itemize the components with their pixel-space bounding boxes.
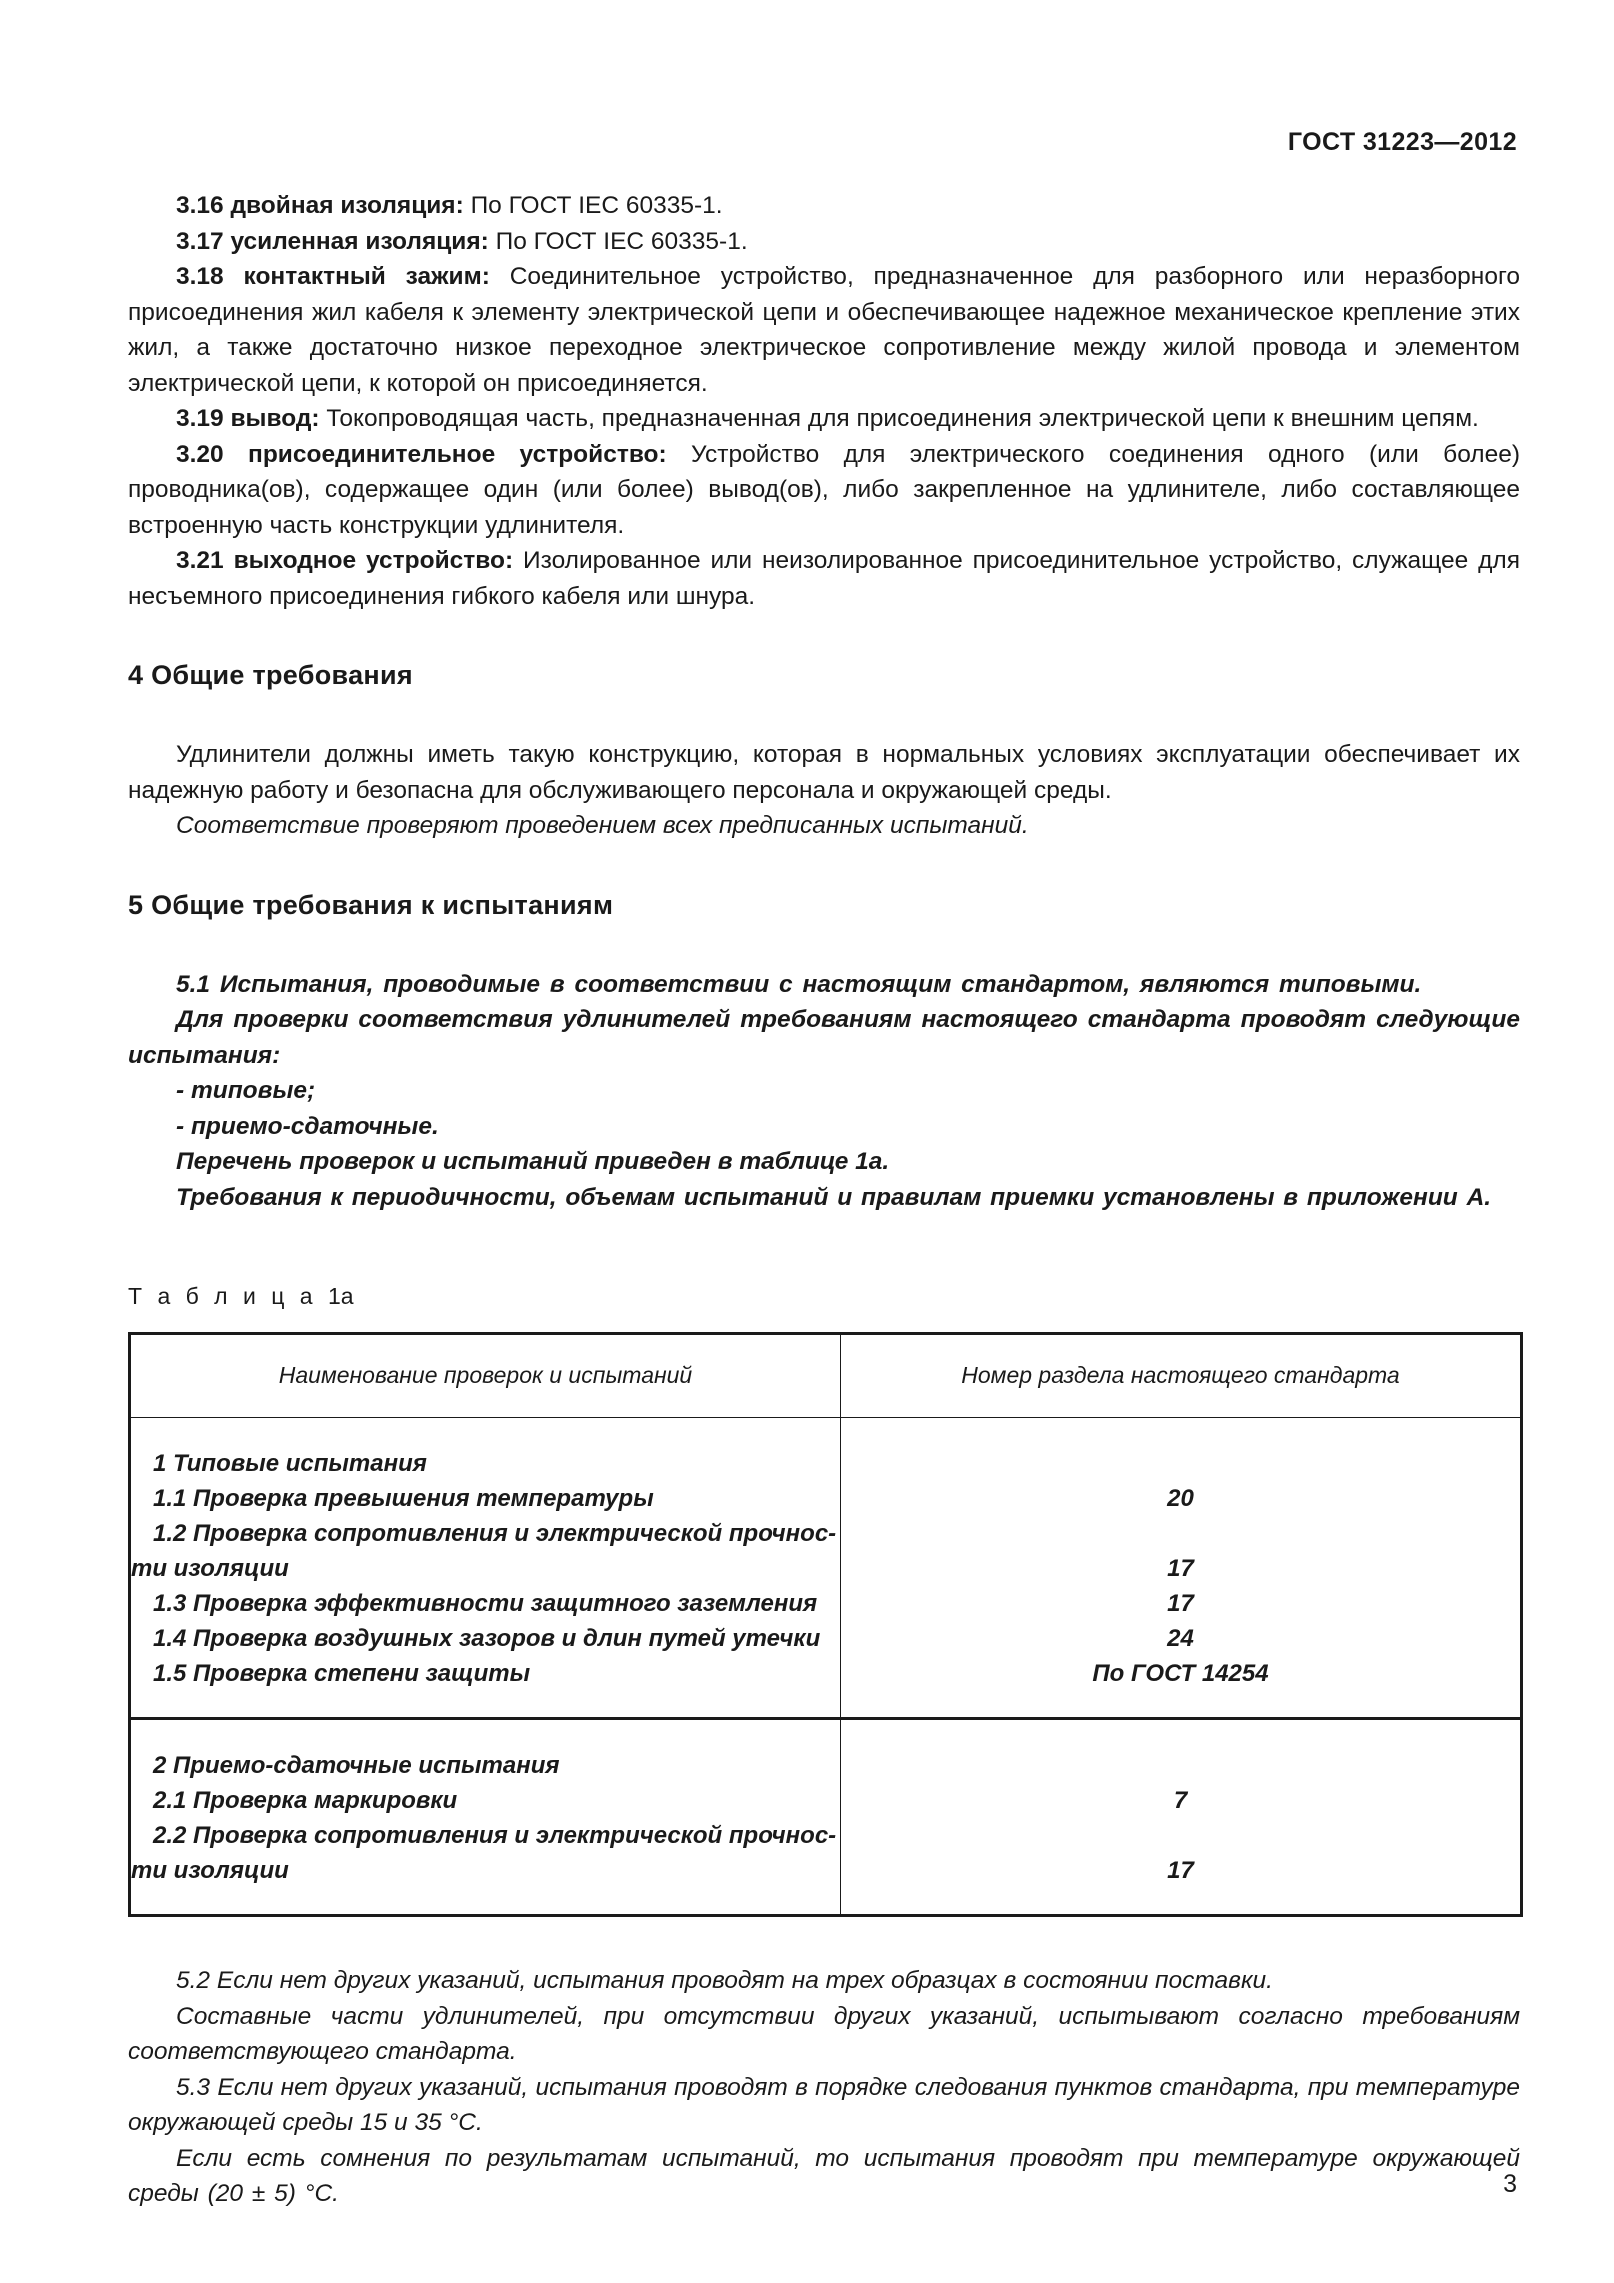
list-item-priemo-sdatochnye: - приемо-сдаточные.	[176, 1112, 439, 1140]
table-cell-line: 2 Приемо-сдаточные испытания	[153, 1752, 560, 1779]
definition-3-18-text: Соединительное устройство, предназначенное для разборного или неразборного присоединения жил кабеля к элементу электрической цепи и обеспечивающее надежное механическое крепление этих жил, а также достаточно низкое переходное электрическое сопротивление между жилой провода и элементом электрической цепи, к которой он присоединяется.	[128, 263, 1520, 397]
clause-5-1: 5.1 Испытания, проводимые в соответствии с настоящим стандартом, являются типовыми.	[176, 970, 1422, 998]
definition-3-21-term: выходное устройство:	[233, 547, 514, 574]
list-item-tipovye: - типовые;	[176, 1077, 316, 1104]
table-cell-line: 1.2 Проверка сопротивления и электрической прочнос-	[153, 1520, 837, 1547]
definition-3-18-term: контактный зажим:	[243, 263, 490, 290]
clause-5-2-continued: Составные части удлинителей, при отсутствии других указаний, испытывают согласно требованиям соответствующего стандарта.	[128, 2002, 1520, 2065]
table-1a	[128, 1332, 1523, 1917]
clause-5-2: 5.2 Если нет других указаний, испытания проводят на трех образцах в состоянии поставки.	[176, 1967, 1273, 1994]
table-cell-line: 1.3 Проверка эффективности защитного заземления	[153, 1590, 818, 1617]
section-4-paragraph: Удлинители должны иметь такую конструкцию, которая в нормальных условиях эксплуатации обеспечивает их надежную работу и безопасна для обслуживающего персонала и окружающей среды.	[128, 741, 1520, 804]
spacer	[128, 921, 1520, 967]
definition-3-17-text: По ГОСТ IEC 60335-1.	[488, 227, 748, 255]
definition-3-19-number: 3.19	[176, 405, 224, 432]
spacer	[128, 691, 1520, 737]
definition-3-20	[128, 437, 1520, 544]
definition-3-19-term: вывод:	[230, 405, 320, 432]
table-cell-line: 1 Типовые испытания	[153, 1450, 427, 1477]
definition-3-19	[128, 401, 1520, 437]
page-content	[128, 188, 1520, 2212]
spacer	[128, 844, 1520, 890]
spacer	[128, 614, 1520, 660]
table-caption-label: Т а б л и ц а	[128, 1283, 318, 1309]
definition-3-20-term: присоединительное устройство:	[248, 440, 667, 468]
table-cell-line: 2.2 Проверка сопротивления и электрической прочнос-	[153, 1822, 837, 1849]
table-row	[130, 1418, 1522, 1719]
spacer	[128, 1215, 1520, 1261]
table-1a-wrapper	[128, 1332, 1520, 1917]
table-group-2-value-lines	[841, 1720, 1520, 1914]
definition-3-21-text: Изолированное или неизолированное присоединительное устройство, служащее для несъемного присоединения гибкого кабеля или шнура.	[128, 547, 1520, 610]
table-group-1-names	[130, 1418, 841, 1719]
section-4-italic-note: Соответствие проверяют проведением всех предписанных испытаний.	[176, 812, 1029, 839]
page-number: 3	[1503, 2170, 1517, 2198]
table-cell-line: 1.4 Проверка воздушных зазоров и длин путей утечки	[153, 1625, 821, 1652]
running-header-standard: ГОСТ 31223—2012	[1287, 128, 1517, 156]
table-cell-value: 17	[1167, 1590, 1194, 1617]
table-cell-line: ти изоляции	[131, 1555, 289, 1582]
definition-3-20-text: Устройство для электрического соединения одного (или более) проводника(ов), содержащее один (или более) вывод(ов), либо закрепленное на удлинителе, либо составляющее встроенную часть конструкции удлинителя.	[128, 440, 1520, 539]
table-group-1-name-lines	[131, 1418, 840, 1717]
table-cell-value	[841, 1446, 1520, 1481]
table-header-cell-section	[841, 1334, 1522, 1418]
table-group-2-names	[130, 1719, 841, 1916]
table-row	[130, 1719, 1522, 1916]
definition-3-21-number: 3.21	[176, 547, 224, 574]
table-group-2-name-lines	[131, 1720, 840, 1914]
table-cell-line: 2.1 Проверка маркировки	[153, 1787, 458, 1814]
clause-5-3-continued: Если есть сомнения по результатам испытаний, то испытания проводят при температуре окружающей среды (20 ± 5) °С.	[128, 2144, 1520, 2207]
table-cell-line: ти изоляции	[131, 1857, 289, 1884]
table-cell-value: 17	[1167, 1555, 1194, 1582]
definition-3-19-text: Токопроводящая часть, предназначенная для присоединения электрической цепи к внешним цепям.	[319, 405, 1479, 432]
definition-3-16-text: По ГОСТ IEC 60335-1.	[463, 192, 723, 219]
table-header-label-section: Номер раздела настоящего стандарта	[961, 1362, 1400, 1388]
section-4-heading: 4 Общие требования	[128, 660, 413, 690]
table-header-cell-name	[130, 1334, 841, 1418]
definition-3-16-term: двойная изоляция:	[230, 192, 464, 219]
definition-3-18-number: 3.18	[176, 263, 224, 290]
table-header-label-name: Наименование проверок и испытаний	[278, 1362, 693, 1388]
table-group-1-values	[841, 1418, 1522, 1719]
table-cell-value	[841, 1516, 1520, 1551]
definition-3-17-term: усиленная изоляция:	[230, 227, 489, 255]
table-cell-line: 1.1 Проверка превышения температуры	[153, 1485, 654, 1512]
table-cell-value	[841, 1818, 1520, 1853]
definition-3-16-number: 3.16	[176, 192, 224, 219]
definition-3-16	[128, 188, 1520, 224]
definition-3-17-number: 3.17	[176, 227, 224, 255]
definition-3-17	[128, 224, 1520, 260]
table-cell-value: По ГОСТ 14254	[1092, 1660, 1269, 1687]
table-1a-caption	[128, 1283, 1520, 1310]
table-header-row	[130, 1334, 1522, 1418]
definition-3-20-number: 3.20	[176, 440, 224, 468]
spacer	[128, 1261, 1520, 1283]
clause-5-3: 5.3 Если нет других указаний, испытания проводят в порядке следования пунктов стандарта, при температуре окружающей среды 15 и 35 °С.	[128, 2073, 1520, 2136]
appendix-a-note: Требования к периодичности, объемам испытаний и правилам приемки установлены в приложении А.	[176, 1183, 1492, 1211]
table-cell-value: 20	[1167, 1485, 1194, 1512]
table-cell-value: 17	[1167, 1857, 1194, 1884]
definition-3-21	[128, 543, 1520, 614]
list-reference-table-1a: Перечень проверок и испытаний приведен в таблице 1а.	[176, 1148, 890, 1175]
table-cell-value: 7	[1173, 1787, 1188, 1814]
clause-5-1-intro-list: Для проверки соответствия удлинителей требованиям настоящего стандарта проводят следующие испытания:	[128, 1006, 1520, 1069]
table-group-2-values	[841, 1719, 1522, 1916]
definition-3-18	[128, 259, 1520, 401]
table-cell-value: 24	[1167, 1625, 1194, 1652]
table-cell-value	[841, 1748, 1520, 1783]
spacer	[128, 1917, 1520, 1963]
table-cell-line: 1.5 Проверка степени защиты	[153, 1660, 531, 1687]
table-caption-number: 1а	[327, 1283, 354, 1309]
table-group-1-value-lines	[841, 1418, 1520, 1717]
section-5-heading: 5 Общие требования к испытаниям	[128, 889, 614, 920]
